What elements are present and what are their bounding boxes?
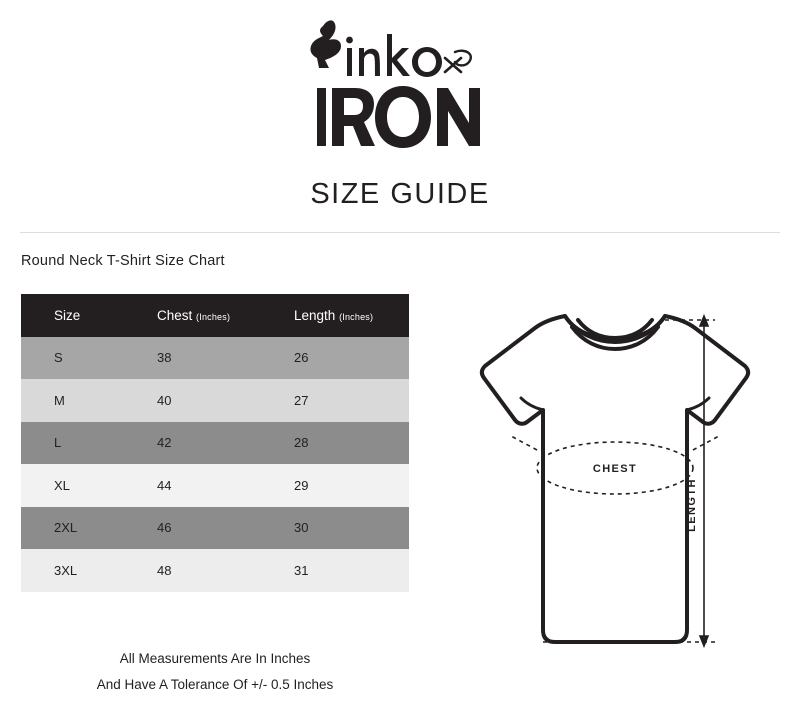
table-body [21,337,409,592]
cell-chest: 42 [157,435,172,451]
table-row [21,464,409,507]
table-row [21,337,409,380]
table-row [21,379,409,422]
length-measure-arrow [700,316,708,646]
cell-length: 26 [294,350,309,366]
cell-size: L [54,435,62,451]
table-header [21,294,409,337]
measurement-notes [0,646,430,698]
cell-length: 27 [294,392,309,408]
cell-size: M [54,392,65,408]
tshirt-diagram [415,300,785,690]
cell-chest: 44 [157,477,172,493]
cell-chest: 38 [157,350,172,366]
cell-size: 3XL [54,562,78,578]
table-row [21,422,409,465]
tshirt-illustration-icon [415,300,785,690]
page-title: SIZE GUIDE [310,178,490,210]
cell-size: S [54,350,63,366]
column-header-length-unit: (Inches) [339,311,374,322]
cell-size: XL [54,477,70,493]
cell-length: 31 [294,562,309,578]
cell-chest: 46 [157,520,172,536]
note-line-2: And Have A Tolerance Of +/- 0.5 Inches [96,677,334,692]
chart-heading: Round Neck T-Shirt Size Chart [21,253,225,269]
length-label: LENGTH [686,478,698,532]
cell-length: 28 [294,435,309,451]
pinko-iron-logo-icon [305,18,495,158]
table-header-row [21,294,409,337]
cell-chest: 48 [157,562,172,578]
column-header-length-label: Length [294,307,336,323]
column-header-chest-unit: (Inches) [196,311,231,322]
cell-length: 30 [294,520,309,536]
column-header-size [21,294,137,337]
cell-length: 29 [294,477,309,493]
cell-size: 2XL [54,520,78,536]
note-line-1: All Measurements Are In Inches [119,651,311,666]
column-header-chest-label: Chest [157,307,193,323]
column-header-chest [137,294,274,337]
column-header-length [274,294,409,337]
table-row [21,549,409,592]
table-row [21,507,409,550]
divider [20,232,780,233]
cell-chest: 40 [157,392,172,408]
brand-logo [0,18,800,158]
column-header-size-label: Size [54,307,81,323]
size-chart-table [21,294,409,592]
chest-label: CHEST [592,463,638,475]
